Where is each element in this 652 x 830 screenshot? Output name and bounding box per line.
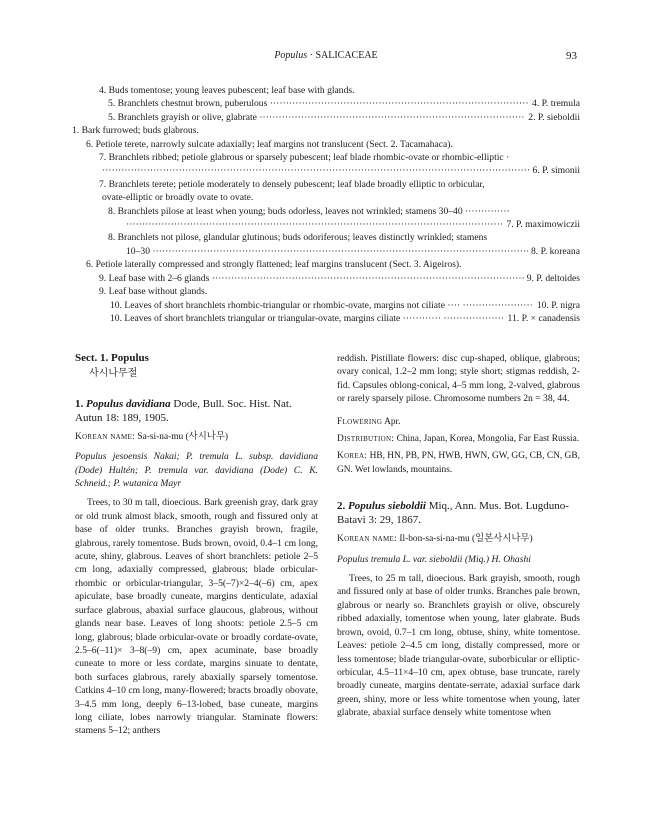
korean-name: Korean name: Sa-si-na-mu (사시나무)	[75, 431, 229, 442]
species-name: Populus davidiana	[86, 397, 171, 410]
key-text: 4. Buds tomentose; young leaves pubescent; leaf base with glands.	[99, 85, 355, 96]
key-line	[72, 205, 580, 218]
key-answer: 2. P. sieboldii	[525, 111, 580, 124]
key-line	[72, 231, 580, 244]
key-answer: 11. P. × canadensis	[505, 312, 580, 325]
key-line	[72, 258, 580, 271]
key-answer: 4. P. tremula	[529, 97, 580, 110]
key-text: 7. Branchlets ribbed; petiole glabrous or sparsely pubescent; leaf blade rhombic-ovate or rhombic-elliptic ·	[99, 152, 510, 164]
key-text: 10. Leaves of short branchlets triangular or triangular-ovate, margins ciliate ············ ·····	[110, 313, 580, 324]
synonyms: Populus jesoensis Nakai; P. tremula L. subsp. davidiana (Dode) Hultén; P. tremula var. davidiana (Dode) C. K. Schneid.; P. wutanica Mayr	[75, 451, 318, 490]
key-line	[72, 138, 580, 151]
key-line	[72, 218, 580, 231]
key-line	[72, 285, 580, 298]
species-name: Populus sieboldii	[348, 500, 426, 513]
key-text: 8. Branchlets pilose at least when young; buds odorless, leaves not wrinkled; stamens 30–40 ··············	[108, 205, 510, 217]
key-text: 7. Branchlets terete; petiole moderately to densely pubescent; leaf blade broadly elliptic to orbicular,	[99, 178, 485, 190]
key-line	[72, 151, 580, 164]
key-answer: 7. P. maximowiczii	[503, 218, 580, 231]
key-text: 1. Bark furrowed; buds glabrous.	[72, 125, 199, 137]
left-column	[75, 352, 318, 738]
species-description: Trees, to 30 m tall, dioecious. Bark greenish gray, dark gray or old trunk almost black, smooth, rough and fissured only at base of older trunks. Branches grayish brown, fragile, glabrous, rarely tomentose. Buds brown, ovoid, 0.4–1 cm long, acute, shiny, glabrous. Leaves of short branchlets: petiole 2–5 cm long, adaxially compressed, glabrous; blade orbicular-rhombic or orbicular-triangular, 3–5(–7)×2–4(–6) cm, apex apiculate, base broadly cuneate, margins denticulate, adaxial surface glabrous, abaxial surface glaucous, glabrous, without glands near base. Leaves of long shoots: petiole 2.5–5 cm long, glabrous; blade orbicular-ovate or broadly cordate-ovate, 2.5–6(–11)× 3–8(–9) cm, apex acuminate, base broadly cuneate to more or less cordate, margins sinuate to dentate, both surfaces glabrous, rarely abaxially sparsely tomentose. Catkins 4–10 cm long, many-flowered; bracts broadly obovate, 3–4.5 mm long, deeply 6–13-lobed, base cuneate, margins long ciliate, lobes narrowly triangular. Staminate flowers: stamens 5–12; anthers	[75, 497, 318, 737]
page-number: 93	[566, 50, 577, 62]
key-text: ovate-elliptic or broadly ovate to ovate.	[102, 192, 254, 204]
key-text: 10. Leaves of short branchlets rhombic-triangular or rhombic-ovate, margins not ciliate ···· ·····	[110, 300, 580, 311]
key-answer: 8. P. koreana	[528, 245, 580, 258]
header-separator: ·	[307, 50, 316, 61]
key-answer: 10. P. nigra	[534, 299, 580, 312]
key-line	[72, 191, 580, 204]
key-line	[72, 245, 580, 258]
korean-name: Korean name: Il-bon-sa-si-na-mu (일본사시나무)	[337, 534, 533, 545]
key-line	[72, 97, 580, 110]
species-heading	[75, 397, 318, 425]
section-title: Sect. 1. Populus	[75, 352, 149, 364]
species-number: 1.	[75, 397, 84, 410]
key-line	[72, 164, 580, 177]
key-text: 6. Petiole laterally compressed and strongly flattened; leaf margins translucent (Sect. 3. Aigeiros).	[86, 259, 462, 271]
key-line	[72, 178, 580, 191]
header-genus: Populus	[274, 50, 308, 61]
key-text: 8. Branchlets not pilose, glandular glutinous; buds odoriferous; leaves distinctly wrinkled; stamens	[108, 232, 488, 244]
key-answer: 6. P. simonii	[530, 164, 580, 177]
key-text: 10–30 ·····	[126, 246, 580, 257]
key-text: 6. Petiole terete, narrowly sulcate adaxially; leaf margins not translucent (Sect. 2. Tacamahaca).	[86, 138, 453, 150]
key-text	[102, 165, 580, 176]
identification-key	[72, 84, 580, 325]
key-line	[72, 299, 580, 312]
description-continued: reddish. Pistillate flowers: disc cup-shaped, oblique, glabrous; ovary conical, 1.2–2 mm long; style short; stigmas reddish, 2-fid. Capsules oblong-conical, 4–5 mm long, 2-valved, glabrous or rarely sparsely pilose. Chromosome numbers 2n = 38, 44.	[337, 353, 580, 405]
key-line	[72, 84, 580, 97]
running-header	[0, 50, 652, 61]
species-authority: Dode, Bull. Soc. Hist. Nat. Autun 18: 189, 1905.	[75, 397, 292, 424]
key-line	[72, 272, 580, 285]
header-family: SALICACEAE	[315, 50, 378, 61]
flowering: Flowering Apr.	[337, 416, 401, 427]
key-text: 9. Leaf base with 2–6 glands ·····	[99, 273, 580, 284]
key-text: 5. Branchlets grayish or olive, glabrate ·····	[108, 112, 580, 123]
right-column	[337, 352, 580, 720]
key-answer: 9. P. deltoides	[524, 272, 580, 285]
key-line	[72, 312, 580, 325]
distribution: Distribution: China, Japan, Korea, Mongolia, Far East Russia.	[337, 434, 580, 445]
species-number: 2.	[337, 500, 346, 513]
synonyms: Populus tremula L. var. sieboldii (Miq.) H. Ohashi	[337, 553, 531, 565]
species-heading	[337, 499, 580, 527]
species-authority: Miq., Ann. Mus. Bot. Lugduno-Batavi 3: 29, 1867.	[337, 500, 569, 527]
section-korean-name: 사시나무절	[89, 368, 138, 380]
korea-distribution: Korea: HB, HN, PB, PN, HWB, HWN, GW, GG, CB, CN, GB, GN. Wet lowlands, mountains.	[337, 451, 580, 475]
key-text: 5. Branchlets chestnut brown, puberulous ·····	[108, 98, 580, 109]
species-description: Trees, to 25 m tall, dioecious. Bark grayish, smooth, rough and fissured only at base of older trunks. Branches pale brown, glabrous or nearly so. Branchlets grayish or olive, obscurely ribbed adaxially, tomentose when young, later glabrate. Buds brown, ovoid, 0.7–1 cm long, obtuse, shiny, white tomentose. Leaves: petiole 2–4.5 cm long, distally compressed, more or less tomentose; blade triangular-ovate, suborbicular or elliptic-orbicular, 4.5–11×4–10 cm, apex obtuse, base truncate, rarely broadly cuneate, margins dentate-serrate, adaxial surface dark green, shiny, more or less white tomentose when young, later glabrate, abaxial surface densely white tomentose when	[337, 573, 580, 719]
key-line	[72, 111, 580, 124]
key-line	[72, 124, 580, 137]
key-text: 9. Leaf base without glands.	[99, 286, 208, 298]
